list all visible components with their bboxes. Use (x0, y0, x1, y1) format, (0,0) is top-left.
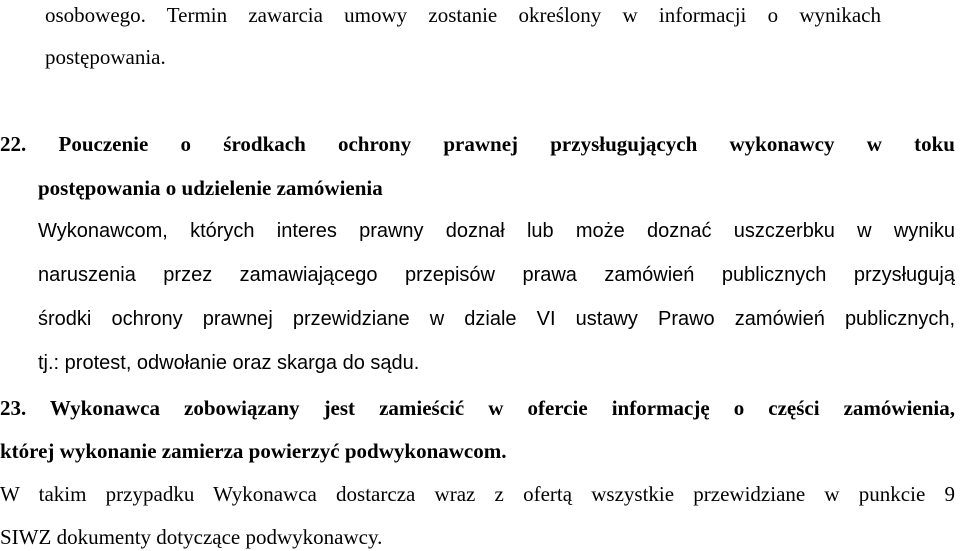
paragraph-line: naruszenia przez zamawiającego przepisów prawa zamówień publicznych przysługują (38, 264, 955, 286)
section-heading-22: 22. Pouczenie o środkach ochrony prawnej przysługujących wykonawcy w toku (0, 132, 955, 156)
paragraph-line: W takim przypadku Wykonawca dostarcza wraz z ofertą wszystkie przewidziane w punkcie 9 (0, 482, 955, 506)
paragraph-line: tj.: protest, odwołanie oraz skarga do sądu. (38, 352, 420, 374)
section-heading-22-continued: postępowania o udzielenie zamówienia (38, 176, 383, 200)
section-heading-23-continued: której wykonanie zamierza powierzyć podwykonawcom. (0, 439, 507, 463)
paragraph-line: SIWZ dokumenty dotyczące podwykonawcy. (0, 525, 383, 549)
paragraph-line: środki ochrony prawnej przewidziane w dziale VI ustawy Prawo zamówień publicznych, (38, 308, 955, 330)
paragraph-line: Wykonawcom, których interes prawny doznał lub może doznać uszczerbku w wyniku (38, 220, 955, 242)
section-heading-23: 23. Wykonawca zobowiązany jest zamieścić w ofercie informację o części zamówienia, (0, 396, 955, 420)
paragraph-line: postępowania. (45, 45, 166, 69)
paragraph-line: osobowego. Termin zawarcia umowy zostanie określony w informacji o wynikach (45, 3, 881, 27)
